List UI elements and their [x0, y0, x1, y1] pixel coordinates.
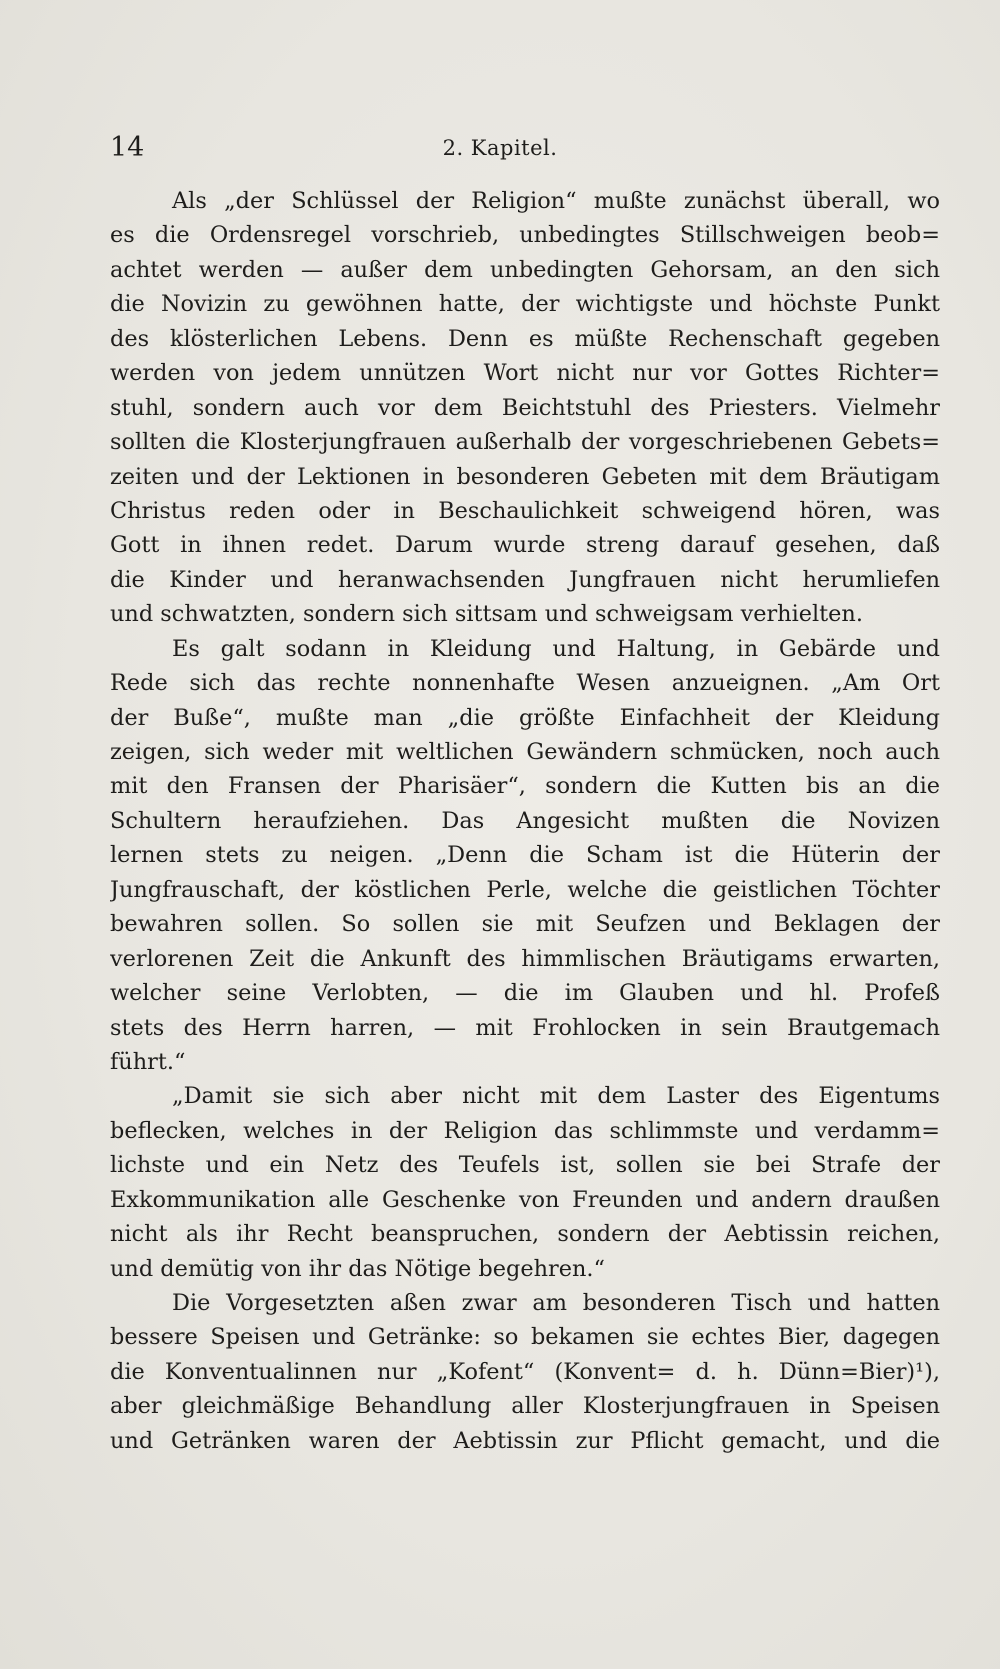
text-line: Jungfrauschaft, der köstlichen Perle, welche die geistlichen Töchter — [110, 876, 940, 903]
text-line: führt.“ — [110, 1048, 186, 1075]
text-line: stuhl, sondern auch vor dem Beichtstuhl des Priesters. Vielmehr — [110, 394, 940, 421]
text-line: verlorenen Zeit die Ankunft des himmlischen Bräutigams erwarten, — [110, 945, 940, 972]
text-line: Gott in ihnen redet. Darum wurde streng darauf gesehen, daß — [110, 532, 940, 559]
text-line: und Getränken waren der Aebtissin zur Pflicht gemacht, und die — [110, 1427, 940, 1454]
text-line: die Konventualinnen nur „Kofent“ (Konvent= d. h. Dünn=Bier)¹), — [110, 1358, 940, 1385]
text-line: Exkommunikation alle Geschenke von Freunden und andern draußen — [110, 1186, 940, 1213]
text-line: achtet werden — außer dem unbedingten Gehorsam, an den sich — [110, 256, 940, 283]
text-line: bewahren sollen. So sollen sie mit Seufzen und Beklagen der — [110, 911, 940, 938]
text-line: die Kinder und heranwachsenden Jungfrauen nicht herumliefen — [110, 566, 940, 593]
text-line: Es galt sodann in Kleidung und Haltung, in Gebärde und — [172, 635, 940, 662]
text-line: Die Vorgesetzten aßen zwar am besonderen Tisch und hatten — [172, 1290, 940, 1316]
text-line: beflecken, welches in der Religion das schlimmste und verdamm= — [110, 1117, 940, 1144]
page-header — [0, 132, 1000, 172]
text-line: bessere Speisen und Getränke: so bekamen sie echtes Bier, dagegen — [110, 1324, 940, 1351]
text-line: mit den Fransen der Pharisäer“, sondern die Kutten bis an die — [110, 773, 940, 800]
text-line: der Buße“, mußte man „die größte Einfachheit der Kleidung — [110, 704, 940, 731]
text-line: Rede sich das rechte nonnenhafte Wesen anzueignen. „Am Ort — [110, 670, 940, 697]
text-line: und schwatzten, sondern sich sittsam und schweigsam verhielten. — [110, 601, 863, 628]
text-line: und demütig von ihr das Nötige begehren.“ — [110, 1255, 605, 1282]
text-line: es die Ordensregel vorschrieb, unbedingtes Stillschweigen beob= — [110, 222, 940, 249]
text-line: lernen stets zu neigen. „Denn die Scham ist die Hüterin der — [110, 842, 940, 869]
text-line: „Damit sie sich aber nicht mit dem Laster des Eigentums — [172, 1083, 940, 1110]
text-line: welcher seine Verlobten, — die im Glauben und hl. Profeß — [110, 980, 940, 1007]
text-line: zeigen, sich weder mit weltlichen Gewändern schmücken, noch auch — [110, 739, 940, 765]
page-number: 14 — [110, 132, 145, 163]
text-line: nicht als ihr Recht beanspruchen, sondern der Aebtissin reichen, — [110, 1221, 940, 1248]
text-line: die Novizin zu gewöhnen hatte, der wichtigste und höchste Punkt — [110, 291, 940, 318]
text-line: Schultern heraufziehen. Das Angesicht mußten die Novizen — [110, 807, 940, 834]
text-line: lichste und ein Netz des Teufels ist, sollen sie bei Strafe der — [110, 1152, 940, 1179]
text-line: aber gleichmäßige Behandlung aller Klosterjungfrauen in Speisen — [110, 1393, 940, 1420]
text-line: werden von jedem unnützen Wort nicht nur vor Gottes Richter= — [110, 360, 940, 387]
text-line: Christus reden oder in Beschaulichkeit schweigend hören, was — [110, 497, 940, 524]
text-line: sollten die Klosterjungfrauen außerhalb der vorgeschriebenen Gebets= — [110, 429, 940, 456]
text-line: zeiten und der Lektionen in besonderen Gebeten mit dem Bräutigam — [110, 463, 940, 490]
body-text — [110, 184, 940, 1458]
text-line: stets des Herrn harren, — mit Frohlocken in sein Brautgemach — [110, 1014, 940, 1041]
text-line: Als „der Schlüssel der Religion“ mußte zunächst überall, wo — [172, 188, 940, 214]
text-line: des klösterlichen Lebens. Denn es müßte Rechenschaft gegeben — [110, 325, 940, 352]
running-head: 2. Kapitel. — [442, 136, 558, 160]
